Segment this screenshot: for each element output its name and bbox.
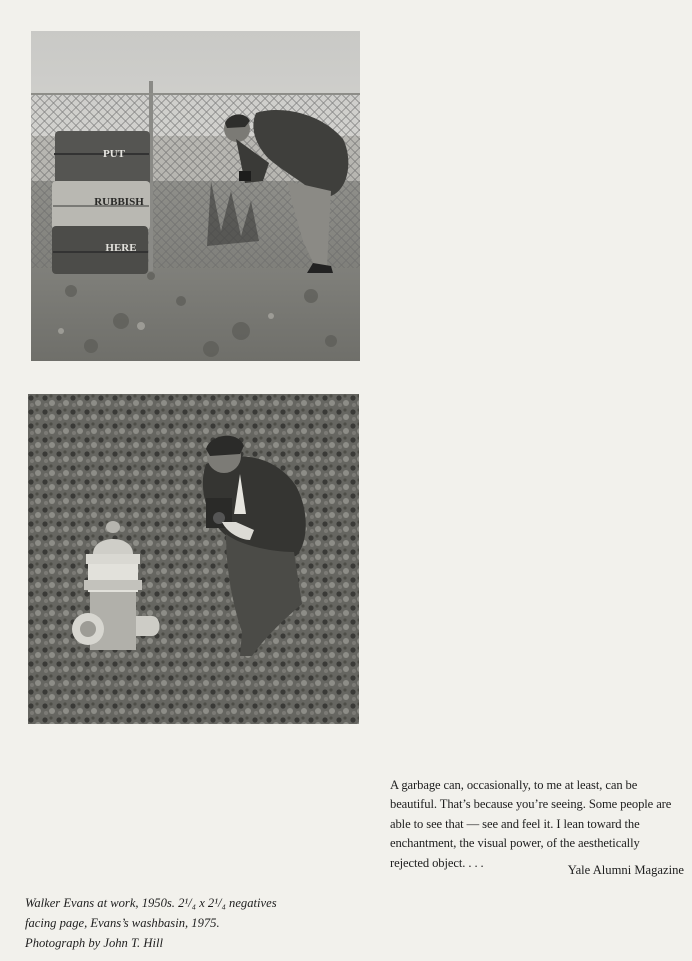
caption-line: Photograph by John T. Hill (25, 936, 163, 950)
rubbish-barrels (52, 131, 150, 274)
caption-line: Walker Evans at work, 1950s. 2¹/₄ x 2¹/₄ negatives (25, 896, 277, 910)
quote-line: rejected object. . . . (390, 855, 484, 870)
photo-caption (25, 893, 345, 953)
caption-line: facing page, Evans’s washbasin, 1975. (25, 916, 220, 930)
quote-line: A garbage can, occasionally, to me at least, can be (390, 778, 638, 792)
barrel-text-put: PUT (103, 148, 125, 160)
barrel-text-rubbish: RUBBISH (94, 196, 144, 208)
quote-line: beautiful. That’s because you’re seeing. Some people are (390, 797, 672, 812)
photo-barrels-fence (31, 31, 360, 361)
photo-hydrant (28, 394, 359, 724)
quote-line: able to see that — see and feel it. I lean toward the (390, 816, 640, 831)
quote-source: Yale Alumni Magazine (567, 863, 684, 877)
quote-block (390, 776, 688, 873)
barrel-text-here: HERE (105, 242, 137, 254)
photo-hydrant-image (28, 394, 359, 724)
photo-barrels-fence-image (31, 31, 360, 361)
quote-line: enchantment, the visual power, of the aesthetically (390, 836, 640, 851)
